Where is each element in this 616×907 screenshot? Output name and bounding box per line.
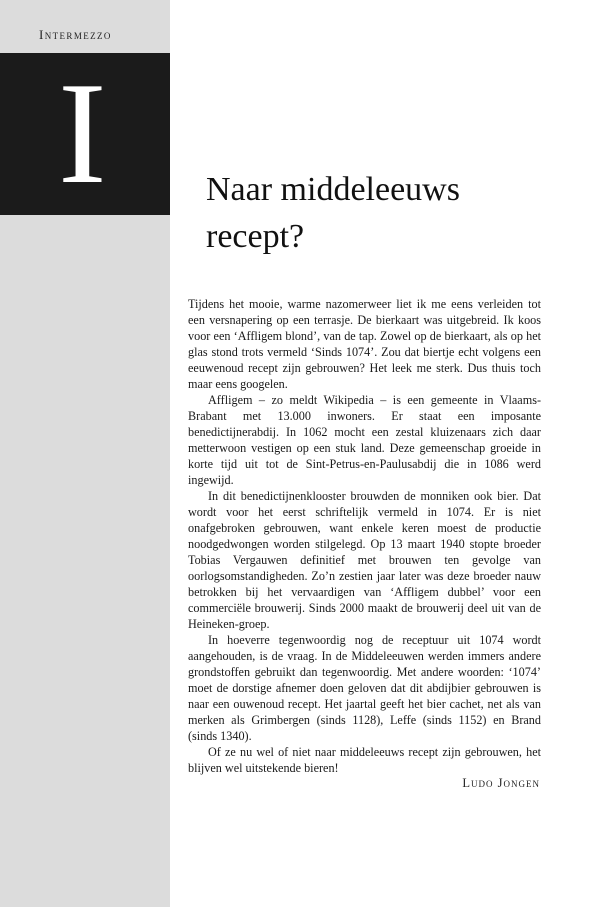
paragraph: In hoeverre tegenwoordig nog de receptuur uit 1074 wordt aangehouden, is de vraag. In de Middeleeuwen werden immers andere grondstoffen gebruikt dan tegenwoordig. Met andere woorden: ‘1074’ moet de dorstige afnemer doen geloven dat dit abdijbier gebrouwen is naar een ouwenoud recept. Het jaartal geeft het bier cachet, net als van merken als Grimbergen (sinds 1128), Leffe (sinds 1152) en Brand (sinds 1340). — [188, 633, 541, 743]
page-title: Naar middeleeuws recept? — [206, 171, 460, 255]
paragraph: In dit benedictijnenklooster brouwden de monniken ook bier. Dat wordt voor het eerst schriftelijk vermeld in 1074. Er is niet onafgebroken gebrouwen, want enkele keren moest de productie noodgedwongen worden stilgelegd. Op 13 maart 1940 stopte broeder Tobias Vergauwen definitief met brouwen ten gevolge van oorlogsomstandigheden. Zo’n zestien jaar later was deze broeder nauw betrokken bij het vervaardigen van ‘Affligem dubbel’ voor een commerciële brouwerij. Sinds 2000 maakt de brouwerij deel uit van de Heineken-groep. — [188, 489, 541, 631]
paragraph: Of ze nu wel of niet naar middeleeuws recept zijn gebrouwen, het blijven wel uitstekende bieren! — [188, 745, 541, 775]
section-label: Intermezzo — [39, 27, 112, 42]
author-name: Ludo Jongen — [462, 776, 540, 790]
drop-letter: I — [58, 52, 107, 214]
article-body — [188, 296, 541, 776]
paragraph: Affligem – zo meldt Wikipedia – is een gemeente in Vlaams-Brabant met 13.000 inwoners. Er staat een imposante benedictijnerabdij. In 1062 mocht een zestal kluizenaars zich daar metterwoon vestigen op een stuk land. Deze gemeenschap groeide in korte tijd uit tot de Sint-Petrus-en-Paulusabdij die in 1086 werd ingewijd. — [188, 393, 541, 487]
paragraph: Tijdens het mooie, warme nazomerweer liet ik me eens verleiden tot een versnapering op een terrasje. De bierkaart was uitgebreid. Ik koos voor een ‘Affligem blond’, van de tap. Zowel op de bierkaart, als op het glas stond trots vermeld ‘Sinds 1074’. Zou dat biertje echt volgens een eeuwenoud recept zijn gebrouwen? Het leek me sterk. Dus thuis toch maar eens googelen. — [188, 297, 541, 391]
